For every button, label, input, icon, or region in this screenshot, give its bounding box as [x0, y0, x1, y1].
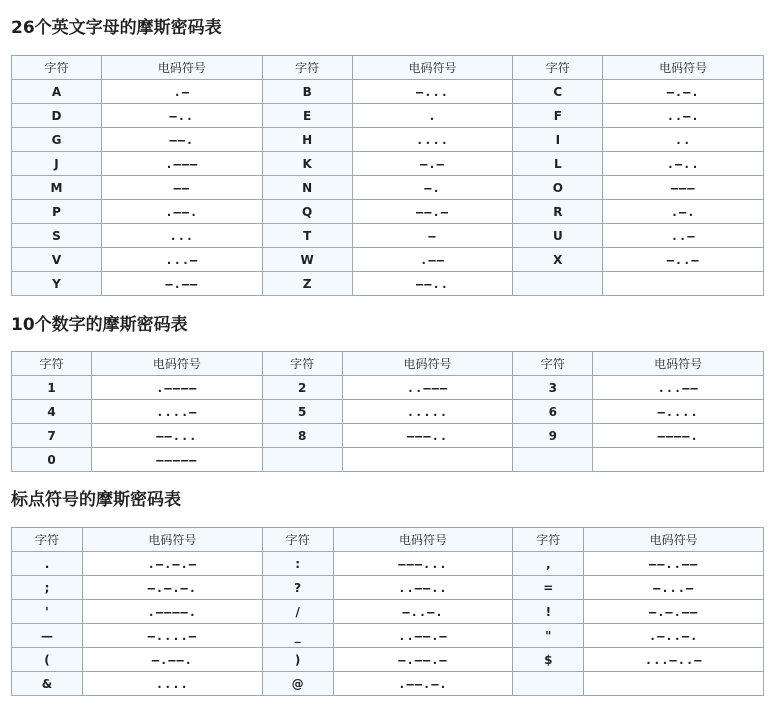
- symbol-cell: ': [12, 600, 83, 624]
- table-row: [12, 448, 764, 472]
- symbol-cell: Q: [262, 200, 352, 224]
- table-row: [12, 248, 764, 272]
- morse-code-cell: ..: [603, 128, 764, 152]
- header-code: 电码符号: [342, 352, 513, 376]
- morse-code-cell: —.—: [352, 152, 513, 176]
- symbol-cell: ): [262, 648, 333, 672]
- header-char: 字符: [513, 528, 584, 552]
- symbol-cell: 3: [513, 376, 593, 400]
- morse-code-cell: ..———: [342, 376, 513, 400]
- symbol-cell: S: [12, 224, 102, 248]
- morse-code-cell: .————: [92, 376, 263, 400]
- symbol-cell: 6: [513, 400, 593, 424]
- symbol-cell: [513, 672, 584, 696]
- symbol-cell: W: [262, 248, 352, 272]
- table-row: [12, 400, 764, 424]
- morse-code-cell: —....—: [83, 624, 263, 648]
- symbol-cell: .: [12, 552, 83, 576]
- symbol-cell: X: [513, 248, 603, 272]
- symbol-cell: P: [12, 200, 102, 224]
- symbol-cell: Z: [262, 272, 352, 296]
- table-row: [12, 576, 764, 600]
- header-char: 字符: [12, 528, 83, 552]
- morse-code-cell: ——..: [352, 272, 513, 296]
- symbol-cell: =: [513, 576, 584, 600]
- header-row: [12, 352, 764, 376]
- symbol-cell: 0: [12, 448, 92, 472]
- symbol-cell: ,: [513, 552, 584, 576]
- morse-code-cell: ———...: [333, 552, 513, 576]
- table-row: [12, 224, 764, 248]
- symbol-cell: V: [12, 248, 102, 272]
- symbol-cell: I: [513, 128, 603, 152]
- header-code: 电码符号: [352, 56, 513, 80]
- morse-code-cell: .——.—.: [333, 672, 513, 696]
- morse-code-cell: [342, 448, 513, 472]
- table-row: [12, 376, 764, 400]
- morse-code-cell: .—.: [603, 200, 764, 224]
- morse-code-cell: —.——.: [83, 648, 263, 672]
- morse-code-cell: —...: [352, 80, 513, 104]
- header-code: 电码符号: [83, 528, 263, 552]
- header-char: 字符: [262, 352, 342, 376]
- morse-code-cell: ——: [102, 176, 263, 200]
- morse-code-cell: ..——.—: [333, 624, 513, 648]
- table-row: [12, 624, 764, 648]
- symbol-cell: 4: [12, 400, 92, 424]
- symbol-cell: B: [262, 80, 352, 104]
- symbol-cell: D: [12, 104, 102, 128]
- morse-code-cell: ..—.: [603, 104, 764, 128]
- morse-code-cell: ....—: [92, 400, 263, 424]
- morse-code-cell: [603, 272, 764, 296]
- symbol-cell: A: [12, 80, 102, 104]
- symbol-cell: :: [262, 552, 333, 576]
- morse-code-cell: .————.: [83, 600, 263, 624]
- morse-code-cell: —.: [352, 176, 513, 200]
- punctuation-section-title: 标点符号的摩斯密码表: [11, 490, 181, 510]
- header-code: 电码符号: [92, 352, 263, 376]
- morse-code-cell: ..—: [603, 224, 764, 248]
- morse-code-cell: —...—: [584, 576, 764, 600]
- symbol-cell: [513, 272, 603, 296]
- morse-code-cell: [593, 448, 764, 472]
- morse-code-cell: —..—: [603, 248, 764, 272]
- symbol-cell: J: [12, 152, 102, 176]
- morse-code-cell: .—.—.—: [83, 552, 263, 576]
- digits-morse-table: [11, 351, 764, 472]
- table-row: [12, 552, 764, 576]
- table-row: [12, 600, 764, 624]
- symbol-cell: /: [262, 600, 333, 624]
- symbol-cell: U: [513, 224, 603, 248]
- header-char: 字符: [12, 56, 102, 80]
- header-code: 电码符号: [584, 528, 764, 552]
- morse-code-cell: [584, 672, 764, 696]
- morse-code-cell: ...—: [102, 248, 263, 272]
- header-row: [12, 56, 764, 80]
- morse-code-cell: —.—.——: [584, 600, 764, 624]
- symbol-cell: 1: [12, 376, 92, 400]
- header-code: 电码符号: [603, 56, 764, 80]
- table-row: [12, 424, 764, 448]
- symbol-cell: ": [513, 624, 584, 648]
- morse-code-cell: ..——..: [333, 576, 513, 600]
- symbol-cell: O: [513, 176, 603, 200]
- morse-code-cell: —.——.—: [333, 648, 513, 672]
- symbol-cell: M: [12, 176, 102, 200]
- morse-code-cell: —....: [593, 400, 764, 424]
- table-row: [12, 128, 764, 152]
- symbol-cell: K: [262, 152, 352, 176]
- symbol-cell: Y: [12, 272, 102, 296]
- morse-code-cell: .———: [102, 152, 263, 176]
- morse-code-cell: —.—.: [603, 80, 764, 104]
- morse-code-cell: .—: [102, 80, 263, 104]
- symbol-cell: L: [513, 152, 603, 176]
- symbol-cell: 8: [262, 424, 342, 448]
- symbol-cell: 5: [262, 400, 342, 424]
- symbol-cell: &: [12, 672, 83, 696]
- header-row: [12, 528, 764, 552]
- header-char: 字符: [262, 56, 352, 80]
- symbol-cell: N: [262, 176, 352, 200]
- morse-code-cell: ....: [83, 672, 263, 696]
- morse-code-cell: —.—.—.: [83, 576, 263, 600]
- morse-code-cell: ...——: [593, 376, 764, 400]
- morse-code-cell: ——...: [92, 424, 263, 448]
- symbol-cell: @: [262, 672, 333, 696]
- table-row: [12, 152, 764, 176]
- symbol-cell: _: [262, 624, 333, 648]
- table-row: [12, 272, 764, 296]
- header-char: 字符: [513, 56, 603, 80]
- morse-code-cell: .—..—.: [584, 624, 764, 648]
- symbol-cell: [262, 448, 342, 472]
- symbol-cell: [513, 448, 593, 472]
- morse-code-cell: ....: [352, 128, 513, 152]
- morse-code-cell: .——.: [102, 200, 263, 224]
- table-row: [12, 104, 764, 128]
- morse-code-cell: .——: [352, 248, 513, 272]
- morse-code-cell: ——..——: [584, 552, 764, 576]
- symbol-cell: 7: [12, 424, 92, 448]
- header-code: 电码符号: [102, 56, 263, 80]
- symbol-cell: 9: [513, 424, 593, 448]
- morse-code-cell: ——.: [102, 128, 263, 152]
- morse-code-cell: —————: [92, 448, 263, 472]
- morse-code-cell: ———: [603, 176, 764, 200]
- morse-code-cell: —..—.: [333, 600, 513, 624]
- morse-code-cell: .: [352, 104, 513, 128]
- symbol-cell: F: [513, 104, 603, 128]
- symbol-cell: ;: [12, 576, 83, 600]
- morse-code-cell: ———..: [342, 424, 513, 448]
- table-row: [12, 80, 764, 104]
- symbol-cell: H: [262, 128, 352, 152]
- symbol-cell: !: [513, 600, 584, 624]
- symbol-cell: —: [12, 624, 83, 648]
- header-char: 字符: [262, 528, 333, 552]
- symbol-cell: R: [513, 200, 603, 224]
- morse-code-cell: —..: [102, 104, 263, 128]
- symbol-cell: E: [262, 104, 352, 128]
- digits-section-title: 10个数字的摩斯密码表: [11, 315, 188, 335]
- symbol-cell: T: [262, 224, 352, 248]
- letters-section-title: 26个英文字母的摩斯密码表: [11, 18, 222, 38]
- header-code: 电码符号: [333, 528, 513, 552]
- letters-morse-table: [11, 55, 764, 296]
- morse-code-cell: .....: [342, 400, 513, 424]
- header-char: 字符: [513, 352, 593, 376]
- morse-code-cell: ...—..—: [584, 648, 764, 672]
- symbol-cell: (: [12, 648, 83, 672]
- symbol-cell: $: [513, 648, 584, 672]
- table-row: [12, 200, 764, 224]
- morse-code-cell: —: [352, 224, 513, 248]
- table-row: [12, 648, 764, 672]
- morse-code-cell: .—..: [603, 152, 764, 176]
- punctuation-morse-table: [11, 527, 764, 696]
- header-char: 字符: [12, 352, 92, 376]
- symbol-cell: G: [12, 128, 102, 152]
- table-row: [12, 176, 764, 200]
- table-row: [12, 672, 764, 696]
- morse-code-cell: —.——: [102, 272, 263, 296]
- header-code: 电码符号: [593, 352, 764, 376]
- symbol-cell: ?: [262, 576, 333, 600]
- symbol-cell: 2: [262, 376, 342, 400]
- symbol-cell: C: [513, 80, 603, 104]
- morse-code-cell: ————.: [593, 424, 764, 448]
- morse-code-cell: ...: [102, 224, 263, 248]
- morse-code-cell: ——.—: [352, 200, 513, 224]
